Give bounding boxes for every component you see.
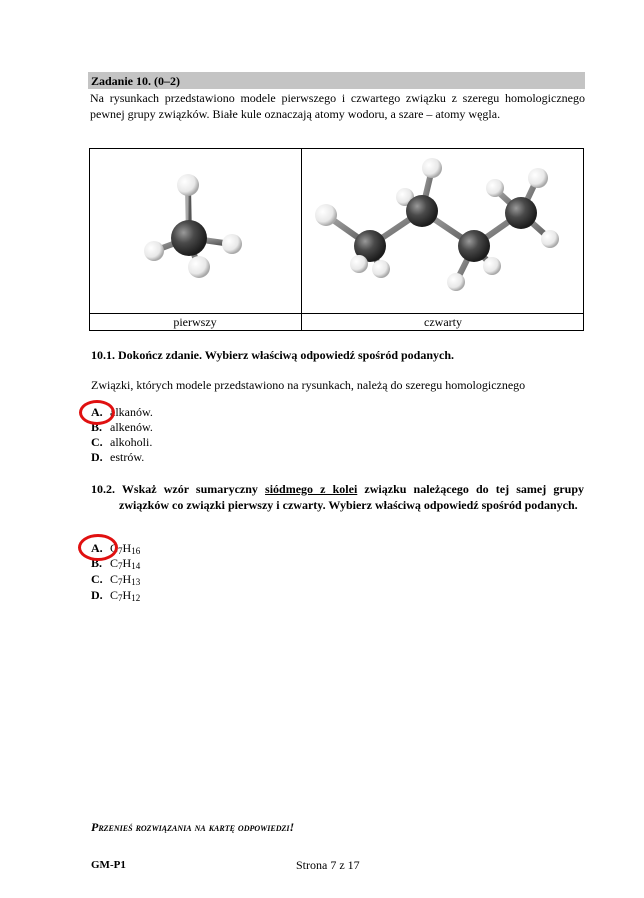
formula-h-sub: 16 bbox=[131, 546, 141, 556]
answer-circle-q2 bbox=[78, 534, 118, 561]
formula-c: C bbox=[110, 588, 119, 602]
q2-heading bbox=[91, 481, 584, 513]
q1-option-c[interactable] bbox=[91, 435, 152, 450]
hydrogen-atom bbox=[422, 158, 442, 178]
formula-h: H bbox=[122, 588, 132, 602]
hydrogen-atom bbox=[315, 204, 337, 226]
formula-c: C bbox=[110, 572, 119, 586]
hydrogen-atom bbox=[486, 179, 504, 197]
option-text: alkoholi. bbox=[110, 435, 153, 449]
footer-code: GM-P1 bbox=[91, 859, 126, 871]
carbon-atom bbox=[505, 197, 537, 229]
formula-h: H bbox=[122, 572, 132, 586]
option-letter: B. bbox=[91, 556, 103, 570]
hydrogen-atom bbox=[177, 174, 199, 196]
hydrogen-atom bbox=[144, 241, 164, 261]
hydrogen-atom bbox=[541, 230, 559, 248]
q1-option-d[interactable] bbox=[91, 450, 144, 465]
option-letter: D. bbox=[91, 450, 103, 464]
hydrogen-atom bbox=[222, 234, 242, 254]
q2-heading-underlined: siódmego z kolei bbox=[265, 482, 358, 496]
formula-h-sub: 12 bbox=[131, 593, 141, 603]
q1-heading: 10.1. Dokończ zdanie. Wybierz właściwą odpowiedź spośród podanych. bbox=[91, 348, 455, 362]
answer-circle-q1 bbox=[79, 400, 115, 425]
formula-c: C bbox=[110, 556, 119, 570]
hydrogen-atom bbox=[350, 255, 368, 273]
formula-c: C bbox=[110, 541, 119, 555]
q2-option-c[interactable] bbox=[91, 572, 140, 587]
option-letter: D. bbox=[91, 588, 103, 602]
page-number: Strona 7 z 17 bbox=[296, 858, 360, 872]
q1-sentence: Związki, których modele przedstawiono na rysunkach, należą do szeregu homologicznego bbox=[91, 378, 526, 392]
carbon-atom bbox=[458, 230, 490, 262]
caption-first: pierwszy bbox=[173, 315, 217, 329]
carbon-atom bbox=[171, 220, 207, 256]
option-text: alkenów. bbox=[110, 420, 153, 434]
option-letter: C. bbox=[91, 572, 103, 586]
formula-c-sub: 7 bbox=[118, 546, 123, 556]
q2-heading-pre: 10.2. Wskaż wzór sumaryczny bbox=[91, 482, 266, 496]
hydrogen-atom bbox=[528, 168, 548, 188]
task-title: Zadanie 10. (0–2) bbox=[91, 74, 181, 88]
footer-note bbox=[91, 820, 294, 835]
formula-c-sub: 7 bbox=[118, 561, 123, 571]
hydrogen-atom bbox=[483, 257, 501, 275]
q2-heading-post: związku należącego do tej samej grupy związków co związki pierwszy i czwarty. Wybierz właściwą odpowiedź spośród podanych. bbox=[119, 482, 585, 512]
methane-model bbox=[90, 149, 301, 313]
formula-h: H bbox=[122, 541, 132, 555]
butane-model bbox=[302, 149, 584, 313]
option-letter: C. bbox=[91, 435, 103, 449]
carbon-atom bbox=[406, 195, 438, 227]
footer-note-text: Przenieś rozwiązania na kartę odpowiedzi! bbox=[91, 820, 295, 834]
option-text: estrów. bbox=[110, 450, 145, 464]
formula-h: H bbox=[122, 556, 132, 570]
hydrogen-atom bbox=[372, 260, 390, 278]
formula-c-sub: 7 bbox=[118, 593, 123, 603]
option-letter: A. bbox=[91, 541, 103, 555]
formula-h-sub: 14 bbox=[131, 561, 141, 571]
hydrogen-atom bbox=[188, 256, 210, 278]
option-letter: A. bbox=[91, 405, 103, 419]
caption-fourth: czwarty bbox=[424, 315, 462, 329]
formula-h-sub: 13 bbox=[131, 577, 141, 587]
option-text: alkanów. bbox=[110, 405, 153, 419]
hydrogen-atom bbox=[447, 273, 465, 291]
option-letter: B. bbox=[91, 420, 103, 434]
task-intro: Na rysunkach przedstawiono modele pierwszego i czwartego związku z szeregu homologicznego pewnej grupy związków. Białe kule oznaczają atomy wodoru, a szare – atomy węgla. bbox=[90, 91, 585, 121]
formula-c-sub: 7 bbox=[118, 577, 123, 587]
q2-option-d[interactable] bbox=[91, 588, 140, 603]
